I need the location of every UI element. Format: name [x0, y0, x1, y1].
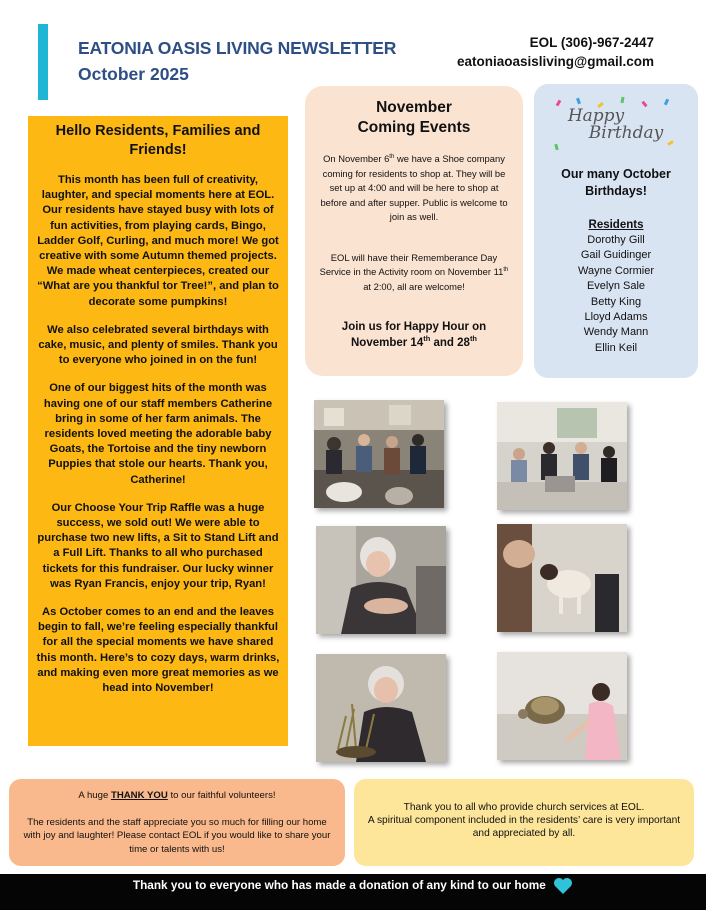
phone-number: EOL (306)-967-2447 — [529, 35, 654, 50]
contact-info — [457, 33, 654, 71]
greeting-panel — [28, 116, 288, 746]
volunteers-text: to our faithful volunteers! — [167, 790, 276, 801]
birthday-name: Wendy Mann — [583, 326, 649, 339]
birthday-name: Evelyn Sale — [586, 280, 646, 293]
event-shoe-company — [319, 152, 509, 225]
music-circle-photo — [497, 402, 627, 510]
birthday-name: Gail Guidinger — [580, 249, 652, 262]
birthday-name: Lloyd Adams — [584, 311, 648, 324]
event-text: at 2:00, all are welcome! — [363, 280, 465, 292]
music-group-photo — [314, 400, 444, 508]
happy-birthday-line2: Birthday — [588, 123, 664, 143]
event-text: we have a Shoe company coming for residents to shop at. They will be set up at 4:00 and will be here to shop at before and after supper. Public is welcome to join as well. — [320, 153, 508, 222]
tortoise-visit-photo — [497, 652, 627, 760]
music-circle-photo-image — [497, 402, 627, 510]
accent-bar — [38, 24, 48, 100]
confetti — [556, 100, 562, 107]
happy-hour-sup: th — [469, 333, 477, 343]
birthday-name: Ellin Keil — [594, 341, 638, 354]
footer-text: Thank you to everyone who has made a donation of any kind to our home — [132, 878, 546, 893]
birthday-panel — [534, 84, 698, 378]
wheat-centerpiece-photo-image — [316, 654, 446, 762]
birthday-name: Betty King — [590, 295, 642, 308]
residents-label: Residents — [588, 219, 644, 231]
goat-visit-photo — [497, 524, 627, 632]
volunteers-headline — [21, 789, 333, 803]
volunteers-body: The residents and the staff appreciate you so much for filling our home with joy and laughter! Please contact EOL if you would like to share your time or talents with us! — [23, 816, 331, 855]
happy-birthday-graphic — [551, 96, 681, 156]
happy-hour-line1: Join us for Happy Hour on — [341, 321, 487, 333]
birthday-name: Dorothy Gill — [587, 234, 645, 246]
donation-footer — [0, 874, 706, 910]
wheat-centerpiece-photo — [316, 654, 446, 762]
heart-icon — [553, 877, 573, 895]
greeting-paragraph: This month has been full of creativity, laughter, and special moments here at EOL. Our residents have stayed busy with lots of fun activities, from playing cards, Bingo, Ladder Golf, Curling, and much more! We got creative with some Autumn themed projects. We made wheat centerpieces, created our “What are you thankful tor Tree!”, and plan to decorate some pumpkins! — [37, 174, 279, 308]
event-text: EOL will have their Rememberance Day Service in the Activity room on November 11 — [319, 251, 504, 277]
newsletter-title: EATONIA OASIS LIVING NEWSLETTER — [78, 38, 397, 58]
confetti — [641, 101, 647, 108]
volunteers-text: A huge — [78, 790, 111, 801]
tortoise-visit-photo-image — [497, 652, 627, 760]
happy-birthday-line1: Happy — [567, 106, 625, 126]
happy-birthday-lettering — [551, 108, 681, 142]
event-remembrance — [319, 251, 509, 295]
event-text: On November 6 — [323, 153, 390, 164]
event-sup: th — [503, 265, 509, 273]
church-line2: A spiritual component included in the residents’ care is very important and appreciated by all. — [367, 815, 681, 839]
email-address[interactable]: eatoniaoasisliving@gmail.com — [457, 54, 654, 69]
confetti — [554, 144, 558, 151]
greeting-paragraph: One of our biggest hits of the month was having one of our staff members Catherine bring in some of her farm animals. The residents loved meeting the adorable baby Goats, the Tortoise and the tiny newborn Puppies that stole our hearts. Thank you, Catherine! — [43, 382, 273, 486]
confetti — [664, 99, 669, 106]
happy-hour-text: November 14 — [351, 336, 424, 349]
church-line1: Thank you to all who provide church services at EOL. — [403, 802, 645, 813]
events-heading-line1: November — [376, 99, 452, 116]
events-heading-line2: Coming Events — [357, 119, 471, 136]
birthday-name: Wayne Cormier — [578, 264, 654, 277]
events-heading — [319, 98, 509, 138]
goat-visit-photo-image — [497, 524, 627, 632]
greeting-paragraph: We also celebrated several birthdays with cake, music, and plenty of smiles. Thank you to everyone who joined in on the fun! — [38, 323, 278, 367]
resident-portrait-photo-image — [316, 526, 446, 634]
birthday-names — [542, 233, 690, 356]
happy-hour-text: and 28 — [430, 336, 470, 349]
volunteers-thank-you: THANK YOU — [110, 790, 168, 801]
resident-portrait-photo — [316, 526, 446, 634]
events-panel — [305, 86, 523, 376]
confetti — [576, 98, 581, 105]
confetti — [621, 97, 625, 103]
church-services-box — [354, 779, 694, 866]
volunteers-box — [9, 779, 345, 866]
greeting-heading: Hello Residents, Families and Friends! — [55, 123, 261, 158]
greeting-paragraph: Our Choose Your Trip Raffle was a huge success, we sold out! We were able to purchase two new lifts, a Sit to Stand Lift and a Full Lift. Thanks to all who purchased tickets for this fundraiser. Our lucky winner was Ryan Francis, enjoy your trip, Ryan! — [37, 501, 279, 590]
music-group-photo-image — [314, 400, 444, 508]
newsletter-date: October 2025 — [78, 64, 189, 84]
happy-hour — [319, 320, 509, 351]
happy-hour-sup: th — [423, 333, 431, 343]
event-sup: th — [389, 152, 395, 160]
greeting-paragraph: As October comes to an end and the leaves begin to fall, we’re feeling especially thankful for all the special moments we have shared this month. Here’s to cozy days, warm drinks, and making even more great memories as we head into November! — [36, 606, 280, 695]
birthday-heading: Our many October Birthdays! — [561, 167, 671, 198]
